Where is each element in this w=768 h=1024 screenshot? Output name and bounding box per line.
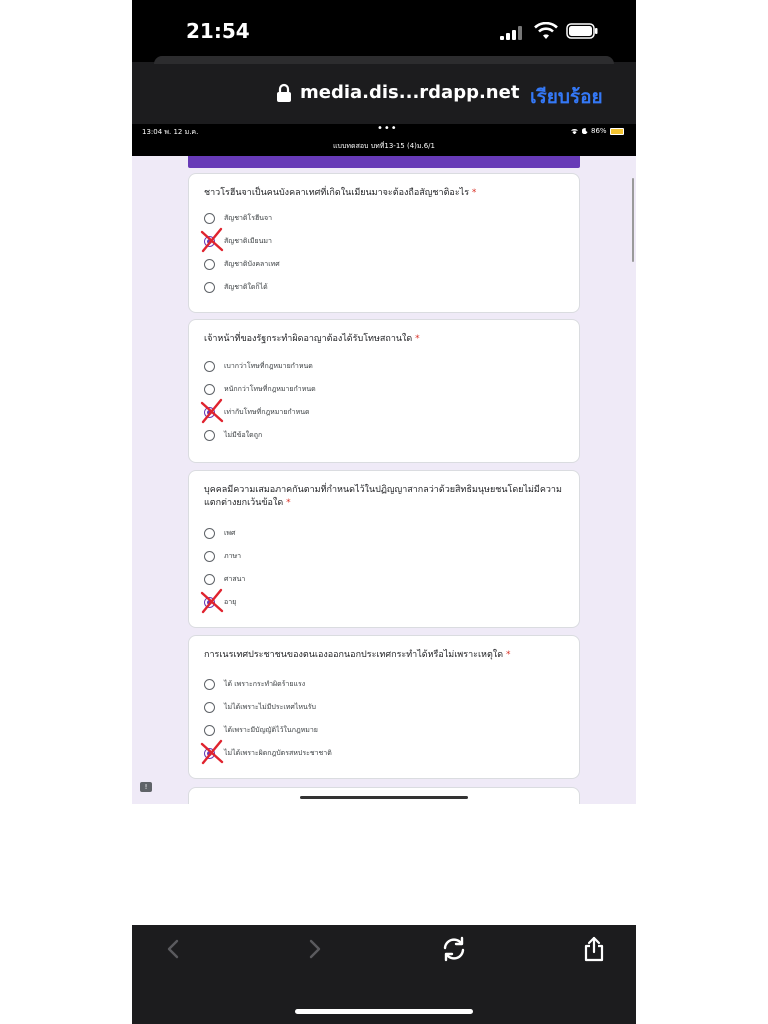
status-time: 21:54 <box>186 19 250 43</box>
option-label: ได้เพราะมีบัญญัติไว้ในกฎหมาย <box>224 725 318 734</box>
form-content <box>132 156 636 804</box>
question-text: เจ้าหน้าที่ของรัฐกระทำผิดอาญาต้องได้รับโทษสถานใด <box>204 334 413 344</box>
browser-address-bar <box>132 62 636 124</box>
option-label: ศาสนา <box>224 574 246 583</box>
option-label: ภาษา <box>224 551 242 560</box>
embedded-home-indicator <box>300 796 468 799</box>
question-text: ชาวโรฮีนจาเป็นคนบังคลาเทศที่เกิดในเมียนมาจะต้องถือสัญชาติอะไร <box>204 188 470 198</box>
question-title <box>204 649 566 662</box>
question-card-4 <box>188 635 580 779</box>
radio-button[interactable] <box>204 384 215 395</box>
radio-button[interactable] <box>204 213 215 224</box>
option-label: เท่ากับโทษที่กฎหมายกำหนด <box>224 407 310 416</box>
embedded-battery-percent: 86% <box>591 127 607 135</box>
reload-icon[interactable] <box>440 935 468 963</box>
url-text: media.dis...rdapp.net <box>300 82 520 103</box>
moon-icon <box>582 128 588 134</box>
battery-icon <box>566 23 598 39</box>
radio-button-checked[interactable] <box>204 407 215 418</box>
option[interactable] <box>204 676 305 692</box>
option[interactable] <box>204 525 235 541</box>
back-icon[interactable] <box>160 935 188 963</box>
browser-toolbar <box>132 925 636 1024</box>
question-text: การเนรเทศประชาชนของตนเองออกนอกประเทศกระทำได้หรือไม่เพราะเหตุใด <box>204 650 504 660</box>
question-card-1 <box>188 173 580 313</box>
radio-button[interactable] <box>204 528 215 539</box>
question-card-2 <box>188 319 580 463</box>
question-title <box>204 484 566 510</box>
done-button[interactable]: เรียบร้อย <box>530 86 603 108</box>
option-label: ได้ เพราะกระทำผิดร้ายแรง <box>224 679 306 688</box>
option[interactable] <box>204 427 262 443</box>
option-label: อายุ <box>224 597 237 606</box>
background-tab <box>154 56 614 64</box>
form-header-strip <box>188 156 580 168</box>
radio-button[interactable] <box>204 679 215 690</box>
radio-button[interactable] <box>204 430 215 441</box>
option[interactable] <box>204 210 272 226</box>
radio-button[interactable] <box>204 551 215 562</box>
radio-button-checked[interactable] <box>204 748 215 759</box>
embedded-time: 13:04 พ. 12 ม.ค. <box>142 128 199 136</box>
required-mark: * <box>505 650 511 660</box>
option-label: เบากว่าโทษที่กฎหมายกำหนด <box>224 361 313 370</box>
url-field[interactable] <box>276 82 519 103</box>
question-title <box>204 187 566 200</box>
option-label: สัญชาติใดก็ได้ <box>224 282 268 291</box>
cellular-signal-icon <box>500 26 524 40</box>
option[interactable] <box>204 571 245 587</box>
home-indicator <box>295 1009 473 1014</box>
radio-button[interactable] <box>204 282 215 293</box>
embedded-page-title: แบบทดสอบ บทที่13-15 (4)ม.6/1 <box>333 142 435 150</box>
option[interactable] <box>204 722 318 738</box>
option-label: หนักกว่าโทษที่กฎหมายกำหนด <box>224 384 316 393</box>
option[interactable] <box>204 358 313 374</box>
embedded-status-icons <box>570 127 624 135</box>
required-mark: * <box>286 498 291 508</box>
option-selected[interactable] <box>204 594 236 610</box>
multitask-dots-icon: ••• <box>377 123 398 134</box>
radio-button[interactable] <box>204 574 215 585</box>
option[interactable] <box>204 699 316 715</box>
status-bar <box>132 0 636 62</box>
option-label: ไม่ได้เพราะผิดกฎบัตรสหประชาชาติ <box>224 748 332 757</box>
option[interactable] <box>204 548 241 564</box>
phone-screen <box>132 0 636 1024</box>
option-label: เพศ <box>224 528 236 537</box>
lock-icon <box>276 83 292 103</box>
option-label: ไม่ได้เพราะไม่มีประเทศไหนรับ <box>224 702 316 711</box>
feedback-icon[interactable]: ! <box>140 782 152 792</box>
option[interactable] <box>204 381 316 397</box>
small-wifi-icon <box>570 128 579 134</box>
option-selected[interactable] <box>204 233 272 249</box>
radio-button[interactable] <box>204 702 215 713</box>
question-card-3 <box>188 470 580 628</box>
option-label: สัญชาติเมียนมา <box>224 236 272 245</box>
radio-button[interactable] <box>204 361 215 372</box>
option-selected[interactable] <box>204 404 310 420</box>
wifi-icon <box>534 22 558 40</box>
radio-button-checked[interactable] <box>204 236 215 247</box>
share-icon[interactable] <box>580 935 608 963</box>
question-text: บุคคลมีความเสมอภาคกันตามที่กำหนดไว้ในปฏิญญาสากลว่าด้วยสิทธิมนุษยชนโดยไม่มีความแตกต่างยกเว้นข้อใด <box>204 485 562 508</box>
option[interactable] <box>204 256 280 272</box>
option-selected[interactable] <box>204 745 332 761</box>
option-label: สัญชาติบังคลาเทศ <box>224 259 280 268</box>
option-label: ไม่มีข้อใดถูก <box>224 430 263 439</box>
embedded-status-bar <box>132 124 636 156</box>
radio-button[interactable] <box>204 725 215 736</box>
question-title <box>204 333 566 346</box>
option[interactable] <box>204 279 268 295</box>
scrollbar[interactable] <box>632 178 634 262</box>
required-mark: * <box>471 188 477 198</box>
radio-button-checked[interactable] <box>204 597 215 608</box>
forward-icon[interactable] <box>300 935 328 963</box>
radio-button[interactable] <box>204 259 215 270</box>
embedded-battery-icon <box>610 128 624 135</box>
option-label: สัญชาติโรฮีนจา <box>224 213 273 222</box>
required-mark: * <box>415 334 420 344</box>
